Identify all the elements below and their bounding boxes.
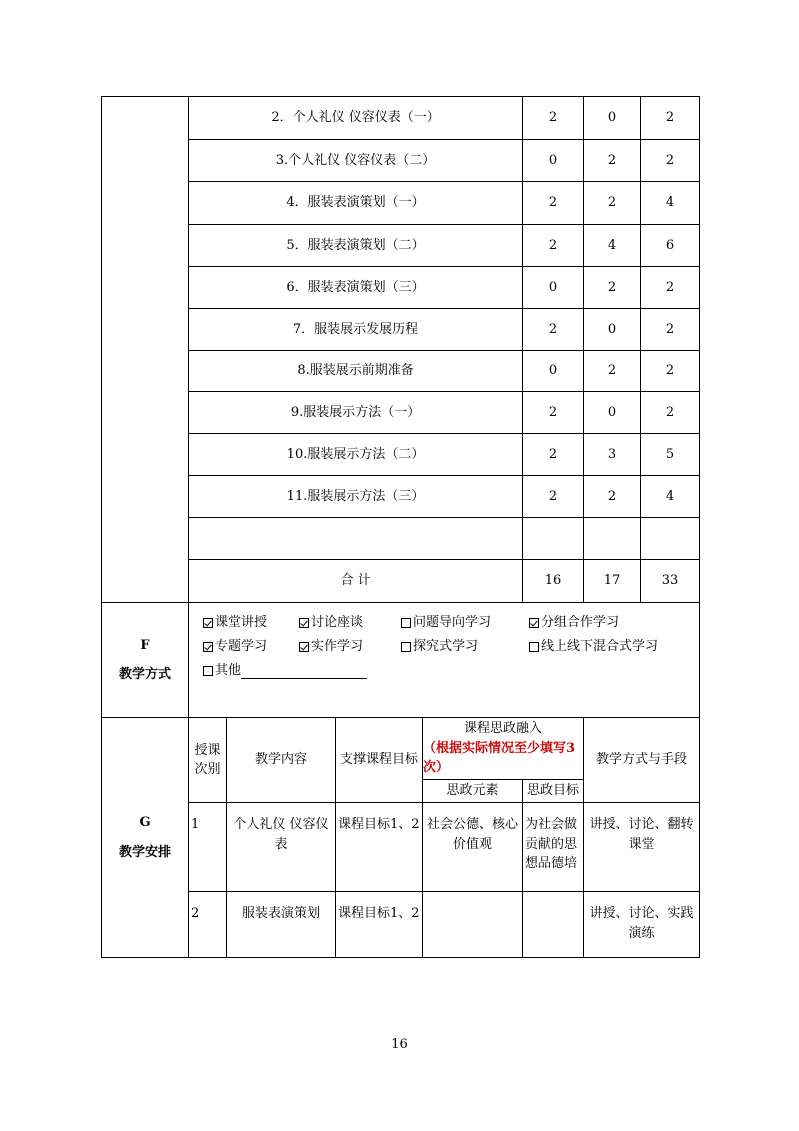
hours-b: 2	[584, 267, 641, 309]
schedule-row	[102, 225, 700, 267]
ideology-goal: 为社会做贡献的思想品德培	[523, 803, 584, 892]
checked-box-icon[interactable]	[203, 618, 213, 628]
empty-cell	[584, 518, 641, 560]
hours-a: 0	[523, 140, 584, 182]
topic-title: 9.服装展示方法（一）	[189, 392, 523, 434]
topic-title: 4．服装表演策划（一）	[189, 182, 523, 225]
teaching-methods	[189, 603, 700, 718]
header-method: 教学方式与手段	[584, 718, 700, 803]
hours-a: 2	[523, 97, 584, 140]
lesson-content: 服装表演策划	[227, 892, 336, 958]
empty-cell	[189, 518, 523, 560]
hours-total: 6	[641, 225, 700, 267]
lesson-goal: 课程目标1、2	[336, 803, 423, 892]
hours-a: 2	[523, 392, 584, 434]
topic-title: 8.服装展示前期准备	[189, 351, 523, 392]
header-content: 教学内容	[227, 718, 336, 803]
hours-total: 2	[641, 351, 700, 392]
hours-a: 2	[523, 476, 584, 518]
hours-total: 2	[641, 392, 700, 434]
course-table	[101, 96, 700, 958]
hours-b: 0	[584, 309, 641, 351]
header-ideology-title: 课程思政融入	[464, 721, 543, 737]
method-item[interactable]: 讨论座谈	[299, 613, 401, 633]
ideology-element: 社会公德、核心价值观	[423, 803, 523, 892]
total-b: 17	[584, 560, 641, 603]
method-item[interactable]: 专题学习	[203, 637, 299, 657]
hours-a: 2	[523, 309, 584, 351]
topic-title: 7．服装展示发展历程	[189, 309, 523, 351]
schedule-row	[102, 476, 700, 518]
total-row	[102, 560, 700, 603]
header-ideology-goal: 思政目标	[523, 780, 584, 803]
hours-b: 2	[584, 182, 641, 225]
method-item[interactable]: 探究式学习	[401, 637, 529, 657]
method-item[interactable]: 课堂讲授	[203, 613, 299, 633]
topic-title: 5．服装表演策划（二）	[189, 225, 523, 267]
hours-b: 0	[584, 392, 641, 434]
section-f-letter: F	[140, 637, 150, 653]
hours-b: 2	[584, 476, 641, 518]
hours-a: 2	[523, 182, 584, 225]
hours-total: 2	[641, 309, 700, 351]
lesson-content: 个人礼仪 仪容仪表	[227, 803, 336, 892]
schedule-row	[102, 434, 700, 476]
schedule-row	[102, 351, 700, 392]
schedule-row	[102, 309, 700, 351]
other-blank-line[interactable]	[241, 664, 367, 679]
topic-title: 2．个人礼仪 仪容仪表（一）	[189, 97, 523, 140]
lesson-method: 讲授、讨论、实践演练	[584, 892, 700, 958]
total-label: 合 计	[189, 560, 523, 603]
schedule-row	[102, 97, 700, 140]
topic-title: 6．服装表演策划（三）	[189, 267, 523, 309]
total-a: 16	[523, 560, 584, 603]
total-c: 33	[641, 560, 700, 603]
hours-b: 4	[584, 225, 641, 267]
g-header-row	[102, 718, 700, 780]
unchecked-box-icon[interactable]	[203, 666, 213, 676]
section-f-row	[102, 603, 700, 718]
schedule-row	[102, 267, 700, 309]
checked-box-icon[interactable]	[299, 642, 309, 652]
schedule-row-empty	[102, 518, 700, 560]
empty-cell	[523, 518, 584, 560]
hours-total: 2	[641, 267, 700, 309]
header-goal: 支撑课程目标	[336, 718, 423, 803]
hours-b: 2	[584, 351, 641, 392]
section-g-letter: G	[139, 815, 151, 830]
hours-b: 3	[584, 434, 641, 476]
checked-box-icon[interactable]	[203, 642, 213, 652]
section-f-title: 教学方式	[118, 667, 171, 682]
method-item[interactable]: 实作学习	[299, 637, 401, 657]
hours-total: 4	[641, 182, 700, 225]
g-row	[102, 892, 700, 958]
section-g-label	[102, 718, 189, 958]
schedule-row	[102, 182, 700, 225]
section-f-label	[102, 603, 189, 718]
ideology-goal	[523, 892, 584, 958]
ideology-element	[423, 892, 523, 958]
hours-a: 2	[523, 434, 584, 476]
topic-title: 11.服装展示方法（三）	[189, 476, 523, 518]
schedule-row	[102, 392, 700, 434]
method-item[interactable]: 线上线下混合式学习	[529, 637, 658, 657]
page-number: 16	[391, 1037, 408, 1052]
header-ideology-note: （根据实际情况至少填写3次）	[423, 740, 576, 776]
hours-b: 0	[584, 97, 641, 140]
empty-cell	[641, 518, 700, 560]
header-element: 思政元素	[423, 780, 523, 803]
hours-total: 5	[641, 434, 700, 476]
topic-title: 3.个人礼仪 仪容仪表（二）	[189, 140, 523, 182]
session-number: 1	[189, 803, 227, 892]
section-e-label-cell	[102, 97, 189, 603]
hours-total: 2	[641, 97, 700, 140]
unchecked-box-icon[interactable]	[401, 618, 411, 628]
checked-box-icon[interactable]	[299, 618, 309, 628]
hours-a: 0	[523, 351, 584, 392]
hours-b: 2	[584, 140, 641, 182]
method-item-other[interactable]: 其他	[203, 661, 367, 681]
hours-total: 2	[641, 140, 700, 182]
unchecked-box-icon[interactable]	[529, 642, 539, 652]
method-item[interactable]: 问题导向学习	[401, 613, 529, 633]
header-session: 授课次别	[189, 718, 227, 803]
checked-box-icon[interactable]	[529, 618, 539, 628]
method-item[interactable]: 分组合作学习	[529, 613, 619, 633]
lesson-method: 讲授、讨论、翻转课堂	[584, 803, 700, 892]
session-number: 2	[189, 892, 227, 958]
lesson-goal: 课程目标1、2	[336, 892, 423, 958]
hours-a: 2	[523, 225, 584, 267]
hours-a: 0	[523, 267, 584, 309]
g-row	[102, 803, 700, 892]
schedule-row	[102, 140, 700, 182]
header-ideology	[423, 718, 584, 780]
section-g-title: 教学安排	[118, 844, 171, 860]
topic-title: 10.服装展示方法（二）	[189, 434, 523, 476]
unchecked-box-icon[interactable]	[401, 642, 411, 652]
hours-total: 4	[641, 476, 700, 518]
